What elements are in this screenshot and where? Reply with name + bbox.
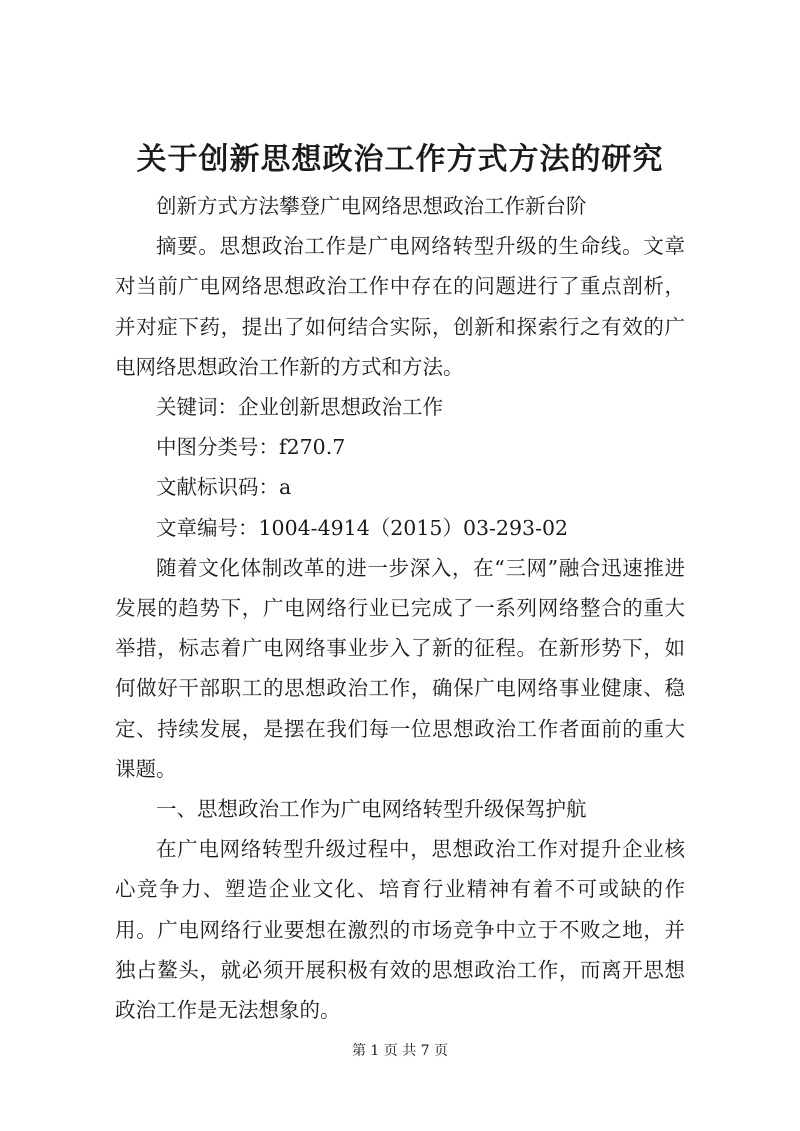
document-title: 关于创新思想政治工作方式方法的研究 <box>136 142 664 177</box>
abstract-paragraph: 摘要。思想政治工作是广电网络转型升级的生命线。文章对当前广电网络思想政治工作中存在的问题进行了重点剖析，并对症下药，提出了如何结合实际，创新和探索行之有效的广电网络思想政治工作新的方式和方法。 <box>115 234 685 379</box>
section-heading: 一、思想政治工作为广电网络转型升级保驾护航 <box>156 797 587 822</box>
article-number-line: 文章编号：1004-4914（2015）03-293-02 <box>156 515 569 540</box>
keywords-line: 关键词：企业创新思想政治工作 <box>156 395 443 420</box>
body-paragraph: 在广电网络转型升级过程中，思想政治工作对提升企业核心竞争力、塑造企业文化、培育行业精神有着不可或缺的作用。广电网络行业要想在激烈的市场竞争中立于不败之地，并独占鳌头，就必须开展积极有效的思想政治工作，而离开思想政治工作是无法想象的。 <box>115 837 685 1023</box>
classification-line: 中图分类号：f270.7 <box>156 435 346 460</box>
body-paragraph: 随着文化体制改革的进一步深入，在“三网”融合迅速推进发展的趋势下，广电网络行业已完成了一系列网络整合的重大举措，标志着广电网络事业步入了新的征程。在新形势下，如何做好干部职工的思想政治工作，确保广电网络事业健康、稳定、持续发展，是摆在我们每一位思想政治工作者面前的重大课题。 <box>115 555 685 781</box>
document-body <box>115 186 685 1030</box>
page-footer: 第 1 页 共 7 页 <box>351 1043 449 1059</box>
subtitle-paragraph: 创新方式方法攀登广电网络思想政治工作新台阶 <box>156 194 587 218</box>
document-code-line: 文献标识码：a <box>156 475 292 500</box>
